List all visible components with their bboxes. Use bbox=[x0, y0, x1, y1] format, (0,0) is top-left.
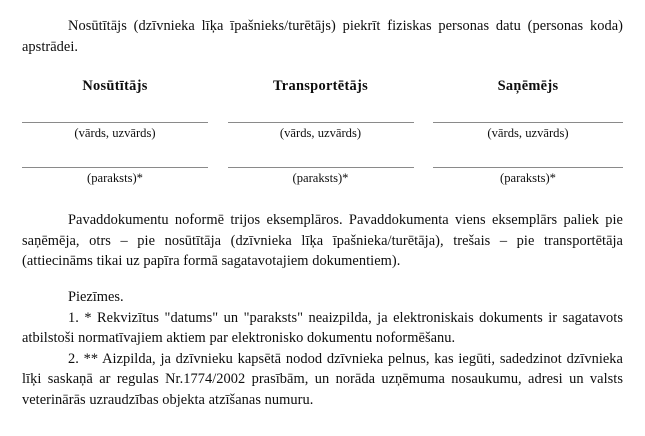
name-field-receiver[interactable] bbox=[433, 122, 623, 141]
signature-caption-receiver: (paraksts)* bbox=[500, 171, 556, 186]
intro-paragraph bbox=[22, 0, 623, 57]
intro-paragraph-text: Nosūtītājs (dzīvnieka līķa īpašnieks/turētājs) piekrīt fiziskas personas datu (personas koda) apstrādei. bbox=[22, 18, 623, 55]
signature-field-receiver[interactable] bbox=[433, 167, 623, 186]
note-1-text: 1. * Rekvizītus "datums" un "paraksts" neaizpilda, ja elektroniskais dokuments ir sagatavots atbilstoši normatīvajiem aktiem par elektronisko dokumentu noformēšanu. bbox=[22, 309, 623, 347]
signature-paraksts-row bbox=[22, 167, 623, 186]
signature-headings-row bbox=[22, 77, 623, 95]
notes-title-text: Piezīmes. bbox=[68, 288, 124, 305]
name-caption-receiver: (vārds, uzvārds) bbox=[487, 126, 569, 141]
signature-field-sender[interactable] bbox=[22, 167, 208, 186]
name-field-transporter[interactable] bbox=[228, 122, 414, 141]
signature-name-row bbox=[22, 122, 623, 141]
name-field-sender[interactable] bbox=[22, 122, 208, 141]
copies-paragraph bbox=[22, 210, 623, 272]
name-caption-sender: (vārds, uzvārds) bbox=[74, 126, 156, 141]
signature-heading-sender: Nosūtītājs bbox=[82, 78, 148, 95]
signature-column-receiver bbox=[433, 77, 623, 95]
name-caption-transporter: (vārds, uzvārds) bbox=[279, 126, 362, 141]
signature-heading-receiver: Saņēmējs bbox=[497, 78, 559, 95]
note-2-text: 2. ** Aizpilda, ja dzīvnieku kapsētā nodod dzīvnieka pelnus, kas iegūti, sadedzinot dzīvnieka līķi saskaņā ar regulas Nr.1774/2002 prasībām, un norāda uzņēmuma nosaukumu, adresi un valsts veterinārās uzraudzības objekta atzīšanas numuru. bbox=[22, 350, 623, 408]
signature-column-transporter bbox=[228, 77, 414, 95]
signature-block bbox=[22, 77, 623, 186]
note-item-2 bbox=[22, 349, 623, 411]
spacer-after-signatures bbox=[22, 186, 623, 210]
signature-field-transporter[interactable] bbox=[228, 167, 414, 186]
spacer-before-notes bbox=[22, 272, 623, 287]
signature-heading-transporter: Transportētājs bbox=[272, 78, 369, 95]
copies-paragraph-text: Pavaddokumentu noformē trijos eksemplāros. Pavaddokumenta viens eksemplārs paliek pie saņēmēja, otrs – pie nosūtītāja (dzīvnieka līķa īpašnieka/turētāja), trešais – pie transportētāja (attiecināms tikai uz papīra formā sagatavotajiem dokumentiem). bbox=[22, 212, 623, 270]
signature-caption-transporter: (paraksts)* bbox=[292, 171, 349, 186]
notes-title bbox=[22, 287, 623, 308]
note-item-1 bbox=[22, 308, 623, 349]
signature-caption-sender: (paraksts)* bbox=[87, 171, 143, 186]
signature-column-sender bbox=[22, 77, 208, 95]
